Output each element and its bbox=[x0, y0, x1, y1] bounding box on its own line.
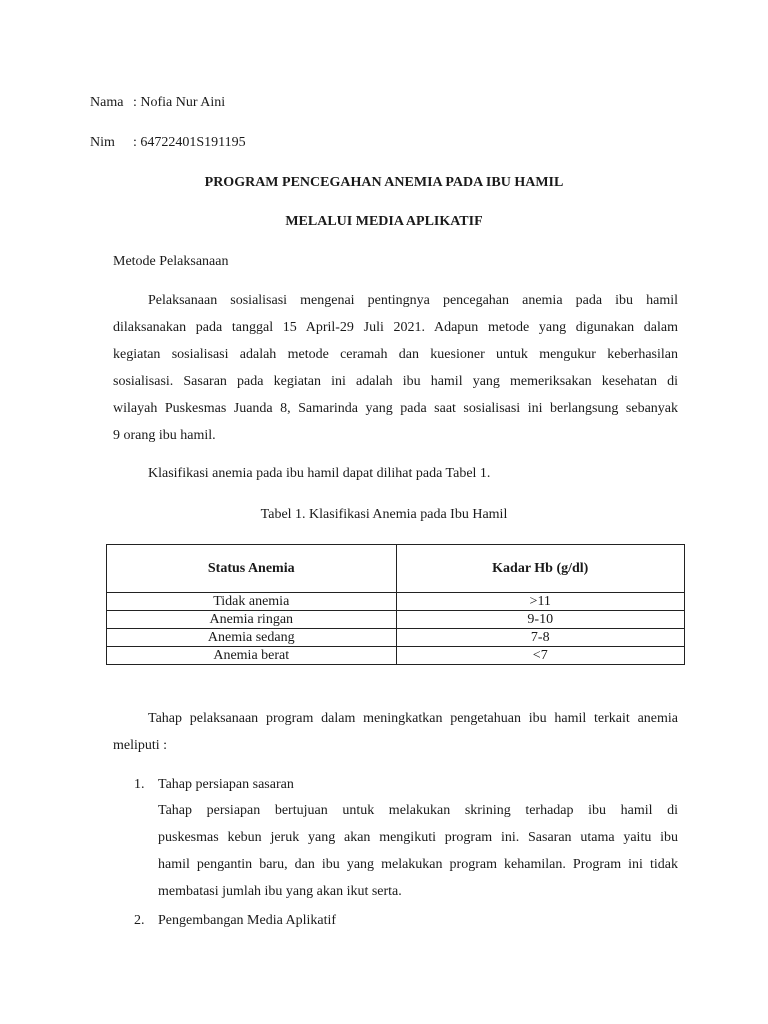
list-item-title: Pengembangan Media Aplikatif bbox=[158, 913, 337, 928]
paragraph-methods bbox=[113, 287, 678, 449]
table-row bbox=[107, 593, 685, 611]
name-value: : Nofia Nur Aini bbox=[133, 95, 226, 110]
paragraph-line: puskesmas kebun jeruk yang akan mengikuti program ini. Sasaran utama yaitu ibu bbox=[158, 830, 678, 845]
nim-label: Nim bbox=[90, 135, 115, 150]
paragraph-line: Pelaksanaan sosialisasi mengenai pentingnya pencegahan anemia pada ibu hamil bbox=[148, 293, 678, 308]
table-row bbox=[107, 629, 685, 647]
table-cell-hb: <7 bbox=[396, 647, 685, 665]
table-cell-status: Tidak anemia bbox=[107, 593, 397, 611]
table-header-status: Status Anemia bbox=[107, 545, 397, 593]
table-cell-hb: >11 bbox=[396, 593, 685, 611]
paragraph-line: dilaksanakan pada tanggal 15 April-29 Juli 2021. Adapun metode yang digunakan dalam bbox=[113, 320, 678, 335]
table-cell-status: Anemia sedang bbox=[107, 629, 397, 647]
list-number: 1. bbox=[134, 777, 145, 792]
table-cell-hb: 7-8 bbox=[396, 629, 685, 647]
list-item-title: Tahap persiapan sasaran bbox=[158, 777, 294, 792]
table-header-hb: Kadar Hb (g/dl) bbox=[396, 545, 685, 593]
table-header-row bbox=[107, 545, 685, 593]
paragraph-line: Tahap persiapan bertujuan untuk melakukan skrining terhadap ibu hamil di bbox=[158, 803, 678, 818]
nim-value: : 64722401S191195 bbox=[133, 135, 246, 150]
paragraph-stages bbox=[113, 705, 678, 759]
paragraph-line: wilayah Puskesmas Juanda 8, Samarinda yang pada saat sosialisasi ini berlangsung sebanyak bbox=[113, 401, 678, 416]
paragraph-table-reference: Klasifikasi anemia pada ibu hamil dapat dilihat pada Tabel 1. bbox=[148, 466, 491, 481]
paragraph-line: sosialisasi. Sasaran pada kegiatan ini adalah ibu hamil yang memeriksakan kesehatan di bbox=[113, 374, 678, 389]
table-cell-status: Anemia ringan bbox=[107, 611, 397, 629]
list-item-body bbox=[158, 797, 678, 905]
anemia-classification-table bbox=[106, 544, 685, 665]
table-cell-status: Anemia berat bbox=[107, 647, 397, 665]
name-label: Nama bbox=[90, 95, 124, 110]
document-title-line2: MELALUI MEDIA APLIKATIF bbox=[285, 214, 483, 229]
section-heading: Metode Pelaksanaan bbox=[113, 254, 229, 269]
paragraph-line: hamil pengantin baru, dan ibu yang melakukan program kehamilan. Program ini tidak bbox=[158, 857, 678, 872]
table-row bbox=[107, 647, 685, 665]
paragraph-line: Tahap pelaksanaan program dalam meningkatkan pengetahuan ibu hamil terkait anemia bbox=[148, 711, 678, 726]
table-caption: Tabel 1. Klasifikasi Anemia pada Ibu Hamil bbox=[260, 507, 508, 522]
paragraph-line: meliputi : bbox=[113, 738, 168, 753]
list-number: 2. bbox=[134, 913, 145, 928]
table-row bbox=[107, 611, 685, 629]
paragraph-line: membatasi jumlah ibu yang akan ikut serta. bbox=[158, 884, 402, 899]
document-title-line1: PROGRAM PENCEGAHAN ANEMIA PADA IBU HAMIL bbox=[204, 175, 564, 190]
table-cell-hb: 9-10 bbox=[396, 611, 685, 629]
paragraph-line: kegiatan sosialisasi adalah metode ceramah dan kuesioner untuk mengukur keberhasilan bbox=[113, 347, 678, 362]
paragraph-line: 9 orang ibu hamil. bbox=[113, 428, 216, 443]
